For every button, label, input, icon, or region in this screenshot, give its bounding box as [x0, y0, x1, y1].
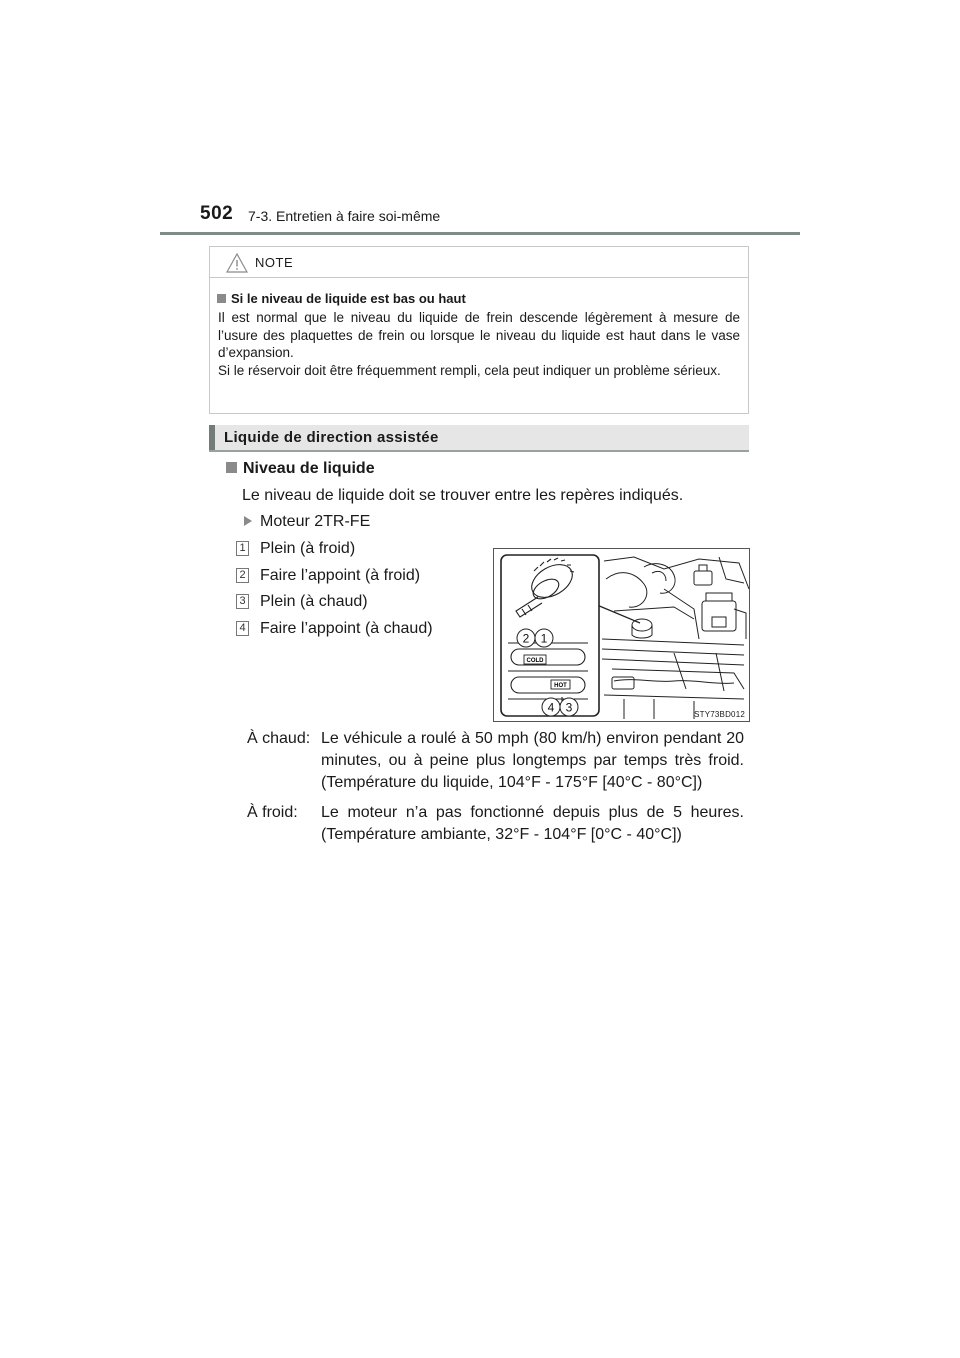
legend-number: 2	[236, 568, 249, 583]
cold-label: COLD	[526, 658, 544, 664]
figure-code: STY73BD012	[694, 710, 745, 719]
legend-label: Plein (à froid)	[260, 540, 356, 557]
definition-term: À chaud:	[247, 730, 311, 747]
legend-number: 1	[236, 541, 249, 556]
note-paragraph: Il est normal que le niveau du liquide de frein descende légèrement à mesure de l’usure des plaquettes de frein ou lorsque le niveau du liquide est haut dans le vase d’expansion.	[218, 310, 740, 360]
engine-text: Moteur 2TR-FE	[260, 513, 371, 530]
legend-label: Plein (à chaud)	[260, 593, 368, 610]
page-number: 502	[200, 203, 234, 224]
legend-number: 3	[236, 594, 249, 609]
note-paragraph: Si le réservoir doit être fréquemment rempli, cela peut indiquer un problème sérieux.	[218, 362, 721, 378]
definitions	[247, 728, 744, 854]
hot-label: HOT	[554, 683, 567, 689]
legend-label: Faire l’appoint (à froid)	[260, 566, 421, 584]
callout-4: 4	[547, 700, 555, 715]
callout-1: 1	[540, 631, 548, 646]
engine-label	[242, 513, 370, 531]
section-heading	[209, 425, 749, 452]
sub-heading	[226, 460, 375, 478]
section-title: Liquide de direction assistée	[224, 429, 439, 446]
callout-3: 3	[565, 700, 573, 715]
square-bullet-icon	[226, 462, 237, 473]
note-title	[217, 291, 466, 306]
engine-bay-drawing	[494, 549, 750, 722]
sub-heading-text: Niveau de liquide	[243, 460, 375, 477]
square-bullet-icon	[217, 294, 226, 303]
triangle-bullet-icon	[244, 516, 252, 526]
note-title-text: Si le niveau de liquide est bas ou haut	[231, 291, 466, 306]
warning-icon	[226, 253, 248, 273]
definition-item	[247, 728, 744, 794]
section-accent	[209, 425, 215, 450]
note-label: NOTE	[255, 255, 294, 270]
callout-2: 2	[522, 631, 530, 646]
chapter-title: 7-3. Entretien à faire soi-même	[248, 208, 441, 224]
legend-number: 4	[236, 621, 249, 636]
definition-text: Le moteur n’a pas fonctionné depuis plus de 5 heures. (Température ambiante, 32°F - 104°F [0°C - 40°C])	[321, 804, 744, 843]
legend-label: Faire l’appoint (à chaud)	[260, 619, 433, 637]
header-rule	[160, 232, 800, 235]
definition-item	[247, 802, 744, 846]
engine-bay-illustration	[493, 548, 750, 722]
definition-text: Le véhicule a roulé à 50 mph (80 km/h) environ pendant 20 minutes, ou à peine plus longtemps par temps très froid. (Température du liquide, 104°F - 175°F [40°C - 80°C])	[321, 730, 744, 791]
note-header	[210, 247, 748, 278]
note-body	[218, 309, 740, 379]
note-box	[209, 246, 749, 414]
definition-term: À froid:	[247, 804, 298, 821]
intro-text: Le niveau de liquide doit se trouver entre les repères indiqués.	[242, 487, 684, 504]
